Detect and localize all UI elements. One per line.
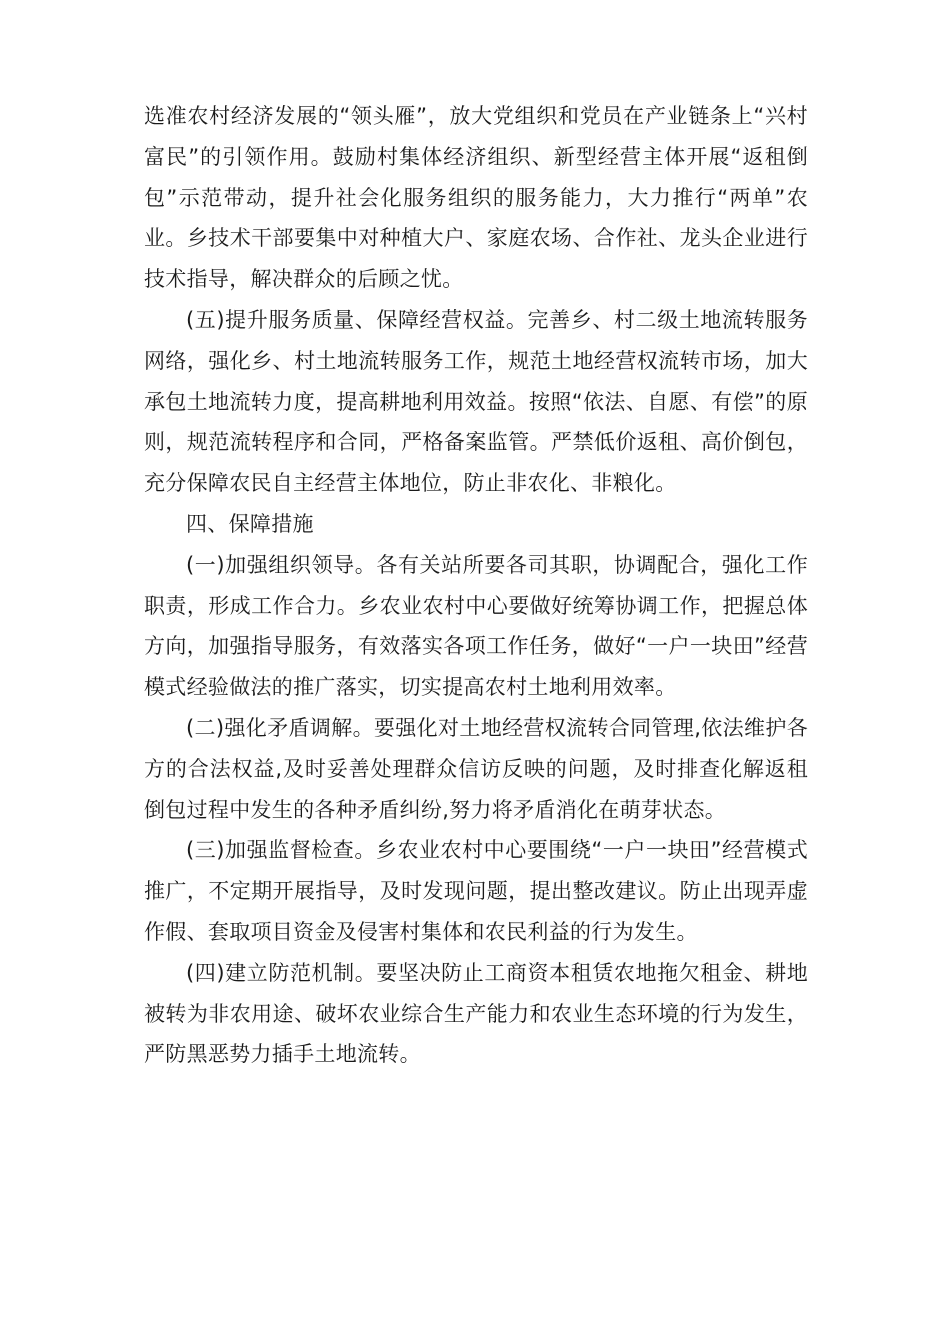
paragraph-measure-3: (三)加强监督检查。乡农业农村中心要围绕“一户一块田”经营模式推广，不定期开展指导，及时发现问题，提出整改建议。防止出现弄虚作假、套取项目资金及侵害村集体和农民利益的行为发生。 xyxy=(144,838,808,944)
section-heading-4: 四、保障措施 xyxy=(186,511,314,536)
paragraph-leading-1: 选准农村经济发展的“领头雁”，放大党组织和党员在产业链条上“兴村富民”的引领作用。鼓励村集体经济组织、新型经营主体开展“返租倒包”示范带动，提升社会化服务组织的服务能力，大力推行“两单”农业。乡技术干部要集中对种植大户、家庭农场、合作社、龙头企业进行技术指导，解决群众的后顾之忧。 xyxy=(144,104,808,292)
paragraph-measure-4: (四)建立防范机制。要坚决防止工商资本租赁农地拖欠租金、耕地被转为非农用途、破坏农业综合生产能力和农业生态环境的行为发生，严防黑恶势力插手土地流转。 xyxy=(144,960,808,1067)
paragraph-measure-1: (一)加强组织领导。各有关站所要各司其职，协调配合，强化工作职责，形成工作合力。乡农业农村中心要做好统筹协调工作，把握总体方向，加强指导服务，有效落实各项工作任务，做好“一户一块田”经营模式经验做法的推广落实，切实提高农村土地利用效率。 xyxy=(144,552,808,700)
document-page xyxy=(144,96,808,1075)
paragraph-section-5: (五)提升服务质量、保障经营权益。完善乡、村二级土地流转服务网络，强化乡、村土地流转服务工作，规范土地经营权流转市场，加大承包土地流转力度，提高耕地利用效益。按照“依法、自愿、有偿”的原则，规范流转程序和合同，严格备案监管。严禁低价返租、高价倒包，充分保障农民自主经营主体地位，防止非农化、非粮化。 xyxy=(144,307,808,496)
paragraph-measure-2: (二)强化矛盾调解。要强化对土地经营权流转合同管理,依法维护各方的合法权益,及时妥善处理群众信访反映的问题，及时排查化解返租倒包过程中发生的各种矛盾纠纷,努力将矛盾消化在萌芽状态。 xyxy=(144,715,808,822)
